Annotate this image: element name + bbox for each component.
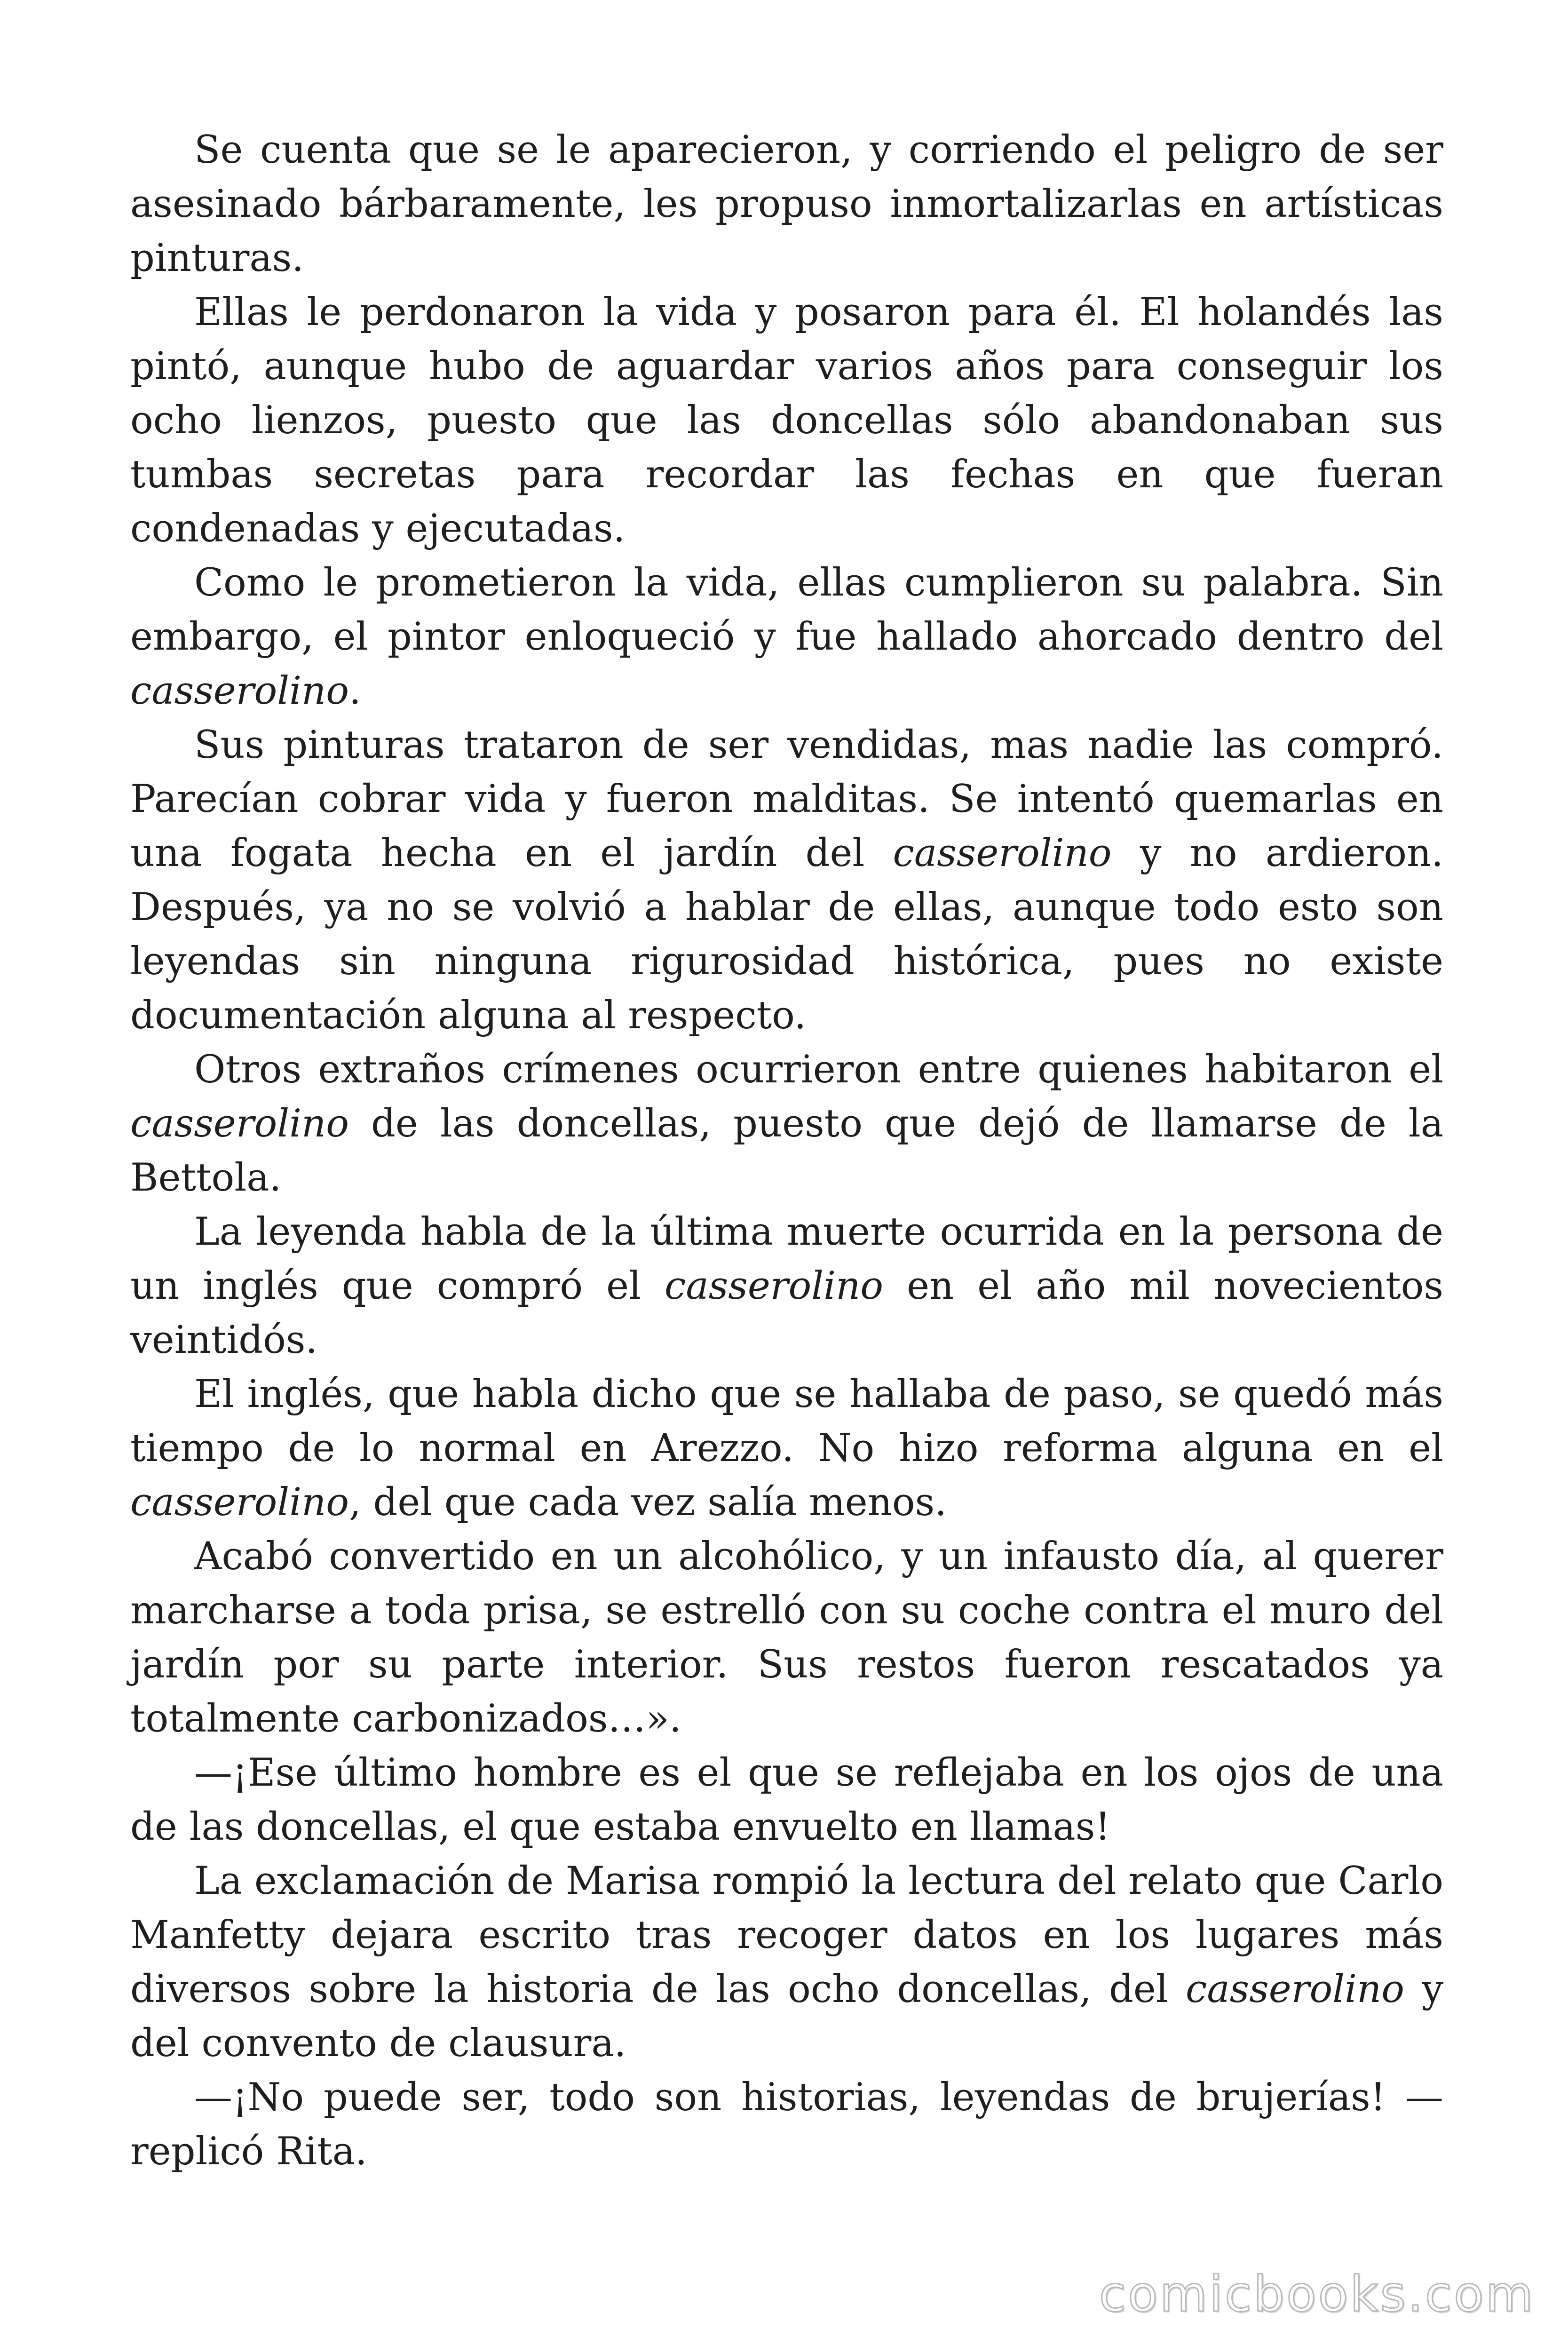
text-run: El inglés, que habla dicho que se hallaba de paso, se quedó más tiempo de lo normal en Arezzo. No hizo reforma alguna en el <box>130 1372 1443 1470</box>
text-run: Ellas le perdonaron la vida y posaron para él. El holandés las pintó, aunque hubo de aguardar varios años para conseguir los ocho lienzos, puesto que las doncellas sólo abandonaban sus tumbas secretas para recordar las fechas en que fueran condenadas y ejecutadas. <box>130 290 1443 551</box>
text-run: Se cuenta que se le aparecieron, y corriendo el peligro de ser asesinado bárbaramente, les propuso inmortalizarlas en artísticas pinturas. <box>130 128 1443 280</box>
italic-term: casserolino <box>893 831 1112 875</box>
text-run: en el año mil novecientos veintidós. <box>130 1264 1443 1362</box>
text-run: Sus pinturas trataron de ser vendidas, mas nadie las compró. Parecían cobrar vida y fueron malditas. Se intentó quemarlas en una fogata hecha en el jardín del <box>130 723 1443 875</box>
paragraph <box>130 1043 1443 1205</box>
paragraph <box>130 1854 1443 2071</box>
paragraph <box>130 123 1443 286</box>
paragraph <box>130 1367 1443 1530</box>
text-run: —¡Ese último hombre es el que se reflejaba en los ojos de una de las doncellas, el que estaba envuelto en llamas! <box>130 1751 1443 1849</box>
text-run: de las doncellas, puesto que dejó de llamarse de la Bettola. <box>130 1102 1443 1200</box>
text-run: . <box>348 669 361 713</box>
text-run: , del que cada vez salía menos. <box>348 1480 947 1525</box>
italic-term: casserolino <box>130 1102 349 1146</box>
paragraph <box>130 718 1443 1043</box>
text-run: Acabó convertido en un alcohólico, y un infausto día, al querer marcharse a toda prisa, se estrelló con su coche contra el muro del jardín por su parte interior. Sus restos fueron rescatados ya totalmente carbonizados…». <box>130 1534 1443 1741</box>
paragraph <box>130 286 1443 556</box>
italic-term: casserolino <box>130 669 349 713</box>
paragraph <box>130 1530 1443 1746</box>
text-run: —¡No puede ser, todo son historias, leyendas de brujerías! —replicó Rita. <box>130 2075 1443 2174</box>
italic-term: casserolino <box>665 1264 884 1308</box>
paragraph <box>130 556 1443 718</box>
book-page-text <box>130 123 1443 2179</box>
text-run: La leyenda habla de la última muerte ocurrida en la persona de un inglés que compró el <box>130 1210 1443 1308</box>
text-run: La exclamación de Marisa rompió la lectura del relato que Carlo Manfetty dejara escrito tras recoger datos en los lugares más diversos sobre la historia de las ocho doncellas, del <box>130 1859 1443 2011</box>
text-run: y del convento de clausura. <box>130 1967 1443 2066</box>
italic-term: casserolino <box>130 1480 349 1525</box>
paragraph <box>130 2071 1443 2179</box>
text-run: Como le prometieron la vida, ellas cumplieron su palabra. Sin embargo, el pintor enloqueció y fue hallado ahorcado dentro del <box>130 561 1443 659</box>
italic-term: casserolino <box>1186 1967 1404 2011</box>
text-run: Otros extraños crímenes ocurrieron entre quienes habitaron el <box>194 1048 1443 1092</box>
paragraph <box>130 1205 1443 1367</box>
text-run: y no ardieron. Después, ya no se volvió a hablar de ellas, aunque todo esto son leyendas sin ninguna rigurosidad histórica, pues no existe documentación alguna al respecto. <box>130 831 1443 1038</box>
watermark: comicbooks.com <box>1099 2265 1535 2323</box>
paragraph <box>130 1746 1443 1854</box>
